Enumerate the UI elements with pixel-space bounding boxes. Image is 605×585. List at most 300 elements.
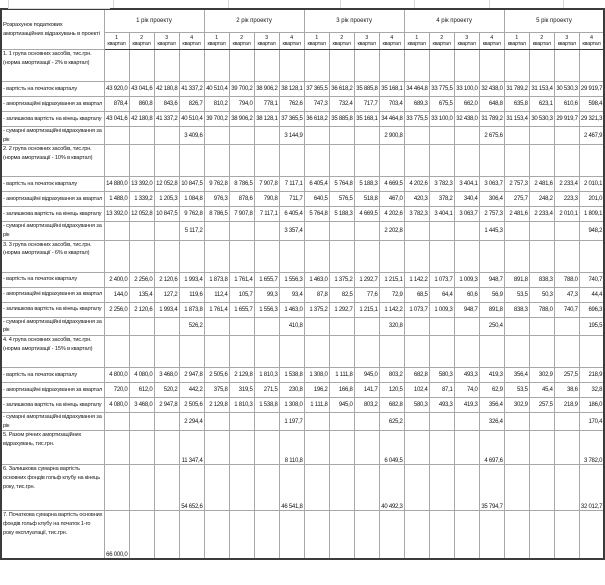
- table-cell[interactable]: 302,9: [504, 397, 529, 412]
- table-cell[interactable]: [254, 511, 279, 559]
- table-cell[interactable]: 45,4: [529, 382, 554, 397]
- quarter-header[interactable]: 3 квартал: [354, 33, 379, 50]
- table-cell[interactable]: 4 697,6: [479, 431, 504, 465]
- table-cell[interactable]: 612,0: [129, 382, 154, 397]
- empty-cell[interactable]: [304, 50, 329, 82]
- table-cell[interactable]: [304, 222, 329, 240]
- table-cell[interactable]: 4 080,0: [104, 397, 129, 412]
- table-cell[interactable]: 54 652,6: [179, 465, 204, 511]
- table-cell[interactable]: [579, 511, 604, 559]
- table-cell[interactable]: [429, 511, 454, 559]
- table-cell[interactable]: 945,0: [329, 397, 354, 412]
- quarter-header[interactable]: 3 квартал: [454, 33, 479, 50]
- empty-cell[interactable]: [254, 50, 279, 82]
- empty-cell[interactable]: [429, 335, 454, 367]
- empty-cell[interactable]: [454, 50, 479, 82]
- table-cell[interactable]: 47,3: [554, 287, 579, 302]
- empty-cell[interactable]: [404, 335, 429, 367]
- table-cell[interactable]: 60,6: [454, 287, 479, 302]
- empty-cell[interactable]: [554, 50, 579, 82]
- table-cell[interactable]: 31 153,4: [529, 82, 554, 97]
- table-cell[interactable]: [129, 511, 154, 559]
- row-label[interactable]: - сумарні амортизаційні відрахування за рік: [1, 222, 104, 240]
- table-cell[interactable]: [404, 465, 429, 511]
- table-cell[interactable]: [529, 317, 554, 335]
- table-cell[interactable]: 803,2: [354, 397, 379, 412]
- table-cell[interactable]: 43 041,6: [129, 82, 154, 97]
- table-cell[interactable]: 891,8: [504, 272, 529, 287]
- empty-cell[interactable]: [354, 240, 379, 272]
- table-cell[interactable]: 218,9: [579, 367, 604, 382]
- table-cell[interactable]: 1 761,4: [229, 272, 254, 287]
- table-cell[interactable]: 64,4: [429, 287, 454, 302]
- table-cell[interactable]: 689,3: [404, 97, 429, 112]
- table-cell[interactable]: [204, 465, 229, 511]
- table-cell[interactable]: 72,9: [379, 287, 404, 302]
- table-cell[interactable]: 2 400,0: [104, 272, 129, 287]
- table-cell[interactable]: 35 168,1: [354, 112, 379, 127]
- table-cell[interactable]: 1 761,4: [204, 302, 229, 317]
- year-header[interactable]: 4 рік проекту: [404, 9, 504, 33]
- table-cell[interactable]: [129, 431, 154, 465]
- table-cell[interactable]: [229, 127, 254, 145]
- table-cell[interactable]: 720,0: [104, 382, 129, 397]
- table-cell[interactable]: [329, 412, 354, 430]
- table-cell[interactable]: 803,2: [379, 367, 404, 382]
- table-cell[interactable]: 1 215,1: [354, 302, 379, 317]
- table-cell[interactable]: 319,5: [229, 382, 254, 397]
- table-cell[interactable]: [329, 127, 354, 145]
- table-cell[interactable]: [479, 511, 504, 559]
- table-cell[interactable]: 703,4: [379, 97, 404, 112]
- table-cell[interactable]: 14 880,0: [104, 177, 129, 192]
- table-cell[interactable]: 1 993,4: [179, 272, 204, 287]
- empty-cell[interactable]: [229, 50, 254, 82]
- table-cell[interactable]: 10 847,5: [179, 177, 204, 192]
- table-cell[interactable]: 46 541,8: [279, 465, 304, 511]
- table-cell[interactable]: 3 063,7: [454, 207, 479, 222]
- table-cell[interactable]: [129, 222, 154, 240]
- table-cell[interactable]: 8 786,5: [204, 207, 229, 222]
- table-cell[interactable]: [529, 222, 554, 240]
- table-cell[interactable]: 93,4: [279, 287, 304, 302]
- quarter-header[interactable]: 3 квартал: [254, 33, 279, 50]
- table-cell[interactable]: 467,0: [379, 192, 404, 207]
- table-cell[interactable]: 2 233,4: [554, 177, 579, 192]
- table-cell[interactable]: [504, 127, 529, 145]
- table-cell[interactable]: 747,3: [304, 97, 329, 112]
- table-cell[interactable]: 576,5: [329, 192, 354, 207]
- table-cell[interactable]: [354, 222, 379, 240]
- table-cell[interactable]: [504, 222, 529, 240]
- table-cell[interactable]: 41 337,2: [179, 82, 204, 97]
- empty-cell[interactable]: [104, 335, 129, 367]
- row-label[interactable]: - залишкова вартість на кінець кварталу: [1, 207, 104, 222]
- table-cell[interactable]: 42 180,8: [129, 112, 154, 127]
- table-cell[interactable]: 3 782,0: [579, 431, 604, 465]
- empty-cell[interactable]: [404, 240, 429, 272]
- table-cell[interactable]: 9 762,8: [204, 177, 229, 192]
- table-cell[interactable]: [429, 127, 454, 145]
- empty-cell[interactable]: [304, 240, 329, 272]
- table-cell[interactable]: 2 900,8: [379, 127, 404, 145]
- table-cell[interactable]: 526,2: [179, 317, 204, 335]
- empty-cell[interactable]: [379, 240, 404, 272]
- table-cell[interactable]: [404, 127, 429, 145]
- table-cell[interactable]: [254, 412, 279, 430]
- empty-cell[interactable]: [529, 335, 554, 367]
- table-cell[interactable]: 788,0: [529, 302, 554, 317]
- empty-cell[interactable]: [554, 145, 579, 177]
- table-cell[interactable]: 82,5: [329, 287, 354, 302]
- table-cell[interactable]: [454, 431, 479, 465]
- table-cell[interactable]: 1 556,3: [254, 302, 279, 317]
- table-cell[interactable]: [254, 222, 279, 240]
- table-cell[interactable]: [129, 412, 154, 430]
- table-cell[interactable]: [204, 412, 229, 430]
- table-cell[interactable]: 2 757,3: [504, 177, 529, 192]
- table-cell[interactable]: [179, 511, 204, 559]
- table-cell[interactable]: 223,3: [554, 192, 579, 207]
- table-cell[interactable]: 682,8: [379, 397, 404, 412]
- table-cell[interactable]: [529, 412, 554, 430]
- table-cell[interactable]: [504, 511, 529, 559]
- table-cell[interactable]: 1 538,8: [279, 367, 304, 382]
- table-cell[interactable]: 340,4: [454, 192, 479, 207]
- empty-cell[interactable]: [204, 145, 229, 177]
- table-cell[interactable]: [154, 222, 179, 240]
- table-cell[interactable]: [404, 222, 429, 240]
- table-cell[interactable]: 2 505,6: [179, 397, 204, 412]
- table-cell[interactable]: 740,7: [579, 272, 604, 287]
- table-cell[interactable]: 1 197,7: [279, 412, 304, 430]
- table-cell[interactable]: 794,0: [229, 97, 254, 112]
- quarter-header[interactable]: 4 квартал: [579, 33, 604, 50]
- table-cell[interactable]: 948,7: [454, 302, 479, 317]
- table-cell[interactable]: 3 468,0: [154, 367, 179, 382]
- table-cell[interactable]: 33 100,0: [429, 112, 454, 127]
- empty-cell[interactable]: [254, 145, 279, 177]
- empty-cell[interactable]: [404, 145, 429, 177]
- empty-cell[interactable]: [129, 335, 154, 367]
- table-cell[interactable]: 30 530,3: [554, 82, 579, 97]
- table-cell[interactable]: 1 073,7: [429, 272, 454, 287]
- table-cell[interactable]: 87,8: [304, 287, 329, 302]
- table-cell[interactable]: 623,1: [529, 97, 554, 112]
- empty-cell[interactable]: [129, 50, 154, 82]
- empty-cell[interactable]: [454, 240, 479, 272]
- table-cell[interactable]: 1 873,8: [204, 272, 229, 287]
- empty-cell[interactable]: [479, 50, 504, 82]
- group-label[interactable]: 1. 1 група основних засобів, тис.грн. (норма амортизації - 2% в квартал): [1, 50, 104, 82]
- table-cell[interactable]: 302,9: [529, 367, 554, 382]
- row-label[interactable]: - вартість на початок кварталу: [1, 82, 104, 97]
- empty-cell[interactable]: [304, 335, 329, 367]
- table-cell[interactable]: 87,1: [429, 382, 454, 397]
- table-cell[interactable]: 34 464,8: [379, 112, 404, 127]
- row-label[interactable]: - вартість на початок кварталу: [1, 367, 104, 382]
- empty-cell[interactable]: [329, 335, 354, 367]
- row-label[interactable]: - амортизаційні відрахування за квартал: [1, 192, 104, 207]
- table-cell[interactable]: 625,2: [379, 412, 404, 430]
- table-cell[interactable]: 119,6: [179, 287, 204, 302]
- table-cell[interactable]: [304, 431, 329, 465]
- row-label[interactable]: - залишкова вартість на кінець кварталу: [1, 112, 104, 127]
- table-cell[interactable]: 11 347,4: [179, 431, 204, 465]
- table-cell[interactable]: 790,8: [254, 192, 279, 207]
- table-cell[interactable]: [504, 412, 529, 430]
- table-cell[interactable]: [304, 317, 329, 335]
- table-cell[interactable]: [229, 431, 254, 465]
- table-cell[interactable]: [454, 511, 479, 559]
- table-cell[interactable]: 1 810,3: [254, 367, 279, 382]
- table-cell[interactable]: 976,3: [204, 192, 229, 207]
- table-cell[interactable]: [104, 222, 129, 240]
- table-cell[interactable]: [554, 222, 579, 240]
- table-cell[interactable]: 135,4: [129, 287, 154, 302]
- table-cell[interactable]: 196,2: [304, 382, 329, 397]
- table-cell[interactable]: 2 467,9: [579, 127, 604, 145]
- table-cell[interactable]: 13 392,0: [129, 177, 154, 192]
- summary-label[interactable]: 7. Початкова сумарна вартість основних фондів гольф клубу на початок 1-го року експлуатації, тис.грн.: [1, 511, 104, 559]
- table-cell[interactable]: 878,6: [229, 192, 254, 207]
- table-cell[interactable]: 66 000,0: [104, 511, 129, 559]
- table-cell[interactable]: 40 492,3: [379, 465, 404, 511]
- table-cell[interactable]: 29 321,3: [579, 112, 604, 127]
- table-cell[interactable]: 3 468,0: [129, 397, 154, 412]
- table-cell[interactable]: 186,0: [579, 397, 604, 412]
- table-cell[interactable]: 105,7: [229, 287, 254, 302]
- table-cell[interactable]: 5 188,3: [329, 207, 354, 222]
- table-cell[interactable]: 6 049,5: [379, 431, 404, 465]
- table-cell[interactable]: 33 100,0: [454, 82, 479, 97]
- table-cell[interactable]: 2 947,8: [154, 397, 179, 412]
- table-cell[interactable]: 34 464,8: [404, 82, 429, 97]
- table-cell[interactable]: 520,2: [154, 382, 179, 397]
- table-cell[interactable]: 29 919,7: [579, 82, 604, 97]
- empty-cell[interactable]: [504, 240, 529, 272]
- row-label[interactable]: - вартість на початок кварталу: [1, 177, 104, 192]
- table-cell[interactable]: 1 463,0: [279, 302, 304, 317]
- empty-cell[interactable]: [304, 145, 329, 177]
- table-cell[interactable]: 945,0: [354, 367, 379, 382]
- table-cell[interactable]: 2 129,8: [204, 397, 229, 412]
- row-label[interactable]: - залишкова вартість на кінець кварталу: [1, 397, 104, 412]
- table-cell[interactable]: 37 365,5: [279, 112, 304, 127]
- table-cell[interactable]: 838,3: [504, 302, 529, 317]
- table-cell[interactable]: 53,5: [504, 382, 529, 397]
- empty-cell[interactable]: [479, 335, 504, 367]
- table-cell[interactable]: [254, 127, 279, 145]
- table-cell[interactable]: [429, 412, 454, 430]
- table-cell[interactable]: [104, 412, 129, 430]
- table-cell[interactable]: 120,5: [379, 382, 404, 397]
- table-cell[interactable]: 7 117,1: [279, 177, 304, 192]
- table-cell[interactable]: 35 885,8: [329, 112, 354, 127]
- table-cell[interactable]: 3 782,3: [404, 207, 429, 222]
- table-cell[interactable]: 420,3: [404, 192, 429, 207]
- empty-cell[interactable]: [179, 240, 204, 272]
- table-cell[interactable]: 5 764,8: [329, 177, 354, 192]
- table-cell[interactable]: 31 153,4: [504, 112, 529, 127]
- empty-cell[interactable]: [104, 145, 129, 177]
- empty-cell[interactable]: [279, 335, 304, 367]
- table-cell[interactable]: [429, 465, 454, 511]
- empty-cell[interactable]: [454, 145, 479, 177]
- table-cell[interactable]: 740,7: [554, 302, 579, 317]
- table-cell[interactable]: 8 110,8: [279, 431, 304, 465]
- empty-cell[interactable]: [354, 335, 379, 367]
- table-cell[interactable]: [154, 431, 179, 465]
- table-cell[interactable]: 2 010,1: [579, 177, 604, 192]
- table-cell[interactable]: [429, 317, 454, 335]
- table-cell[interactable]: 39 700,2: [229, 82, 254, 97]
- empty-cell[interactable]: [154, 240, 179, 272]
- table-cell[interactable]: 7 907,8: [254, 177, 279, 192]
- quarter-header[interactable]: 1 квартал: [504, 33, 529, 50]
- table-cell[interactable]: 2 947,8: [179, 367, 204, 382]
- table-cell[interactable]: 948,7: [479, 272, 504, 287]
- table-cell[interactable]: 2 757,3: [479, 207, 504, 222]
- table-cell[interactable]: [329, 222, 354, 240]
- table-cell[interactable]: [204, 317, 229, 335]
- table-cell[interactable]: 3 063,7: [479, 177, 504, 192]
- table-cell[interactable]: [404, 431, 429, 465]
- empty-cell[interactable]: [154, 50, 179, 82]
- table-cell[interactable]: 38,6: [554, 382, 579, 397]
- table-cell[interactable]: [529, 511, 554, 559]
- table-cell[interactable]: 44,4: [579, 287, 604, 302]
- table-cell[interactable]: [204, 127, 229, 145]
- table-cell[interactable]: 419,3: [479, 367, 504, 382]
- table-cell[interactable]: 1 205,3: [154, 192, 179, 207]
- table-cell[interactable]: 37 365,5: [304, 82, 329, 97]
- table-cell[interactable]: 762,6: [279, 97, 304, 112]
- table-cell[interactable]: 2 120,6: [154, 272, 179, 287]
- empty-cell[interactable]: [429, 240, 454, 272]
- table-cell[interactable]: [154, 511, 179, 559]
- year-header[interactable]: 2 рік проекту: [204, 9, 304, 33]
- table-cell[interactable]: 33 775,5: [429, 82, 454, 97]
- table-cell[interactable]: 127,2: [154, 287, 179, 302]
- table-cell[interactable]: 2 202,8: [379, 222, 404, 240]
- table-cell[interactable]: [454, 222, 479, 240]
- table-cell[interactable]: [104, 127, 129, 145]
- table-cell[interactable]: 5 764,8: [304, 207, 329, 222]
- table-cell[interactable]: 102,4: [404, 382, 429, 397]
- row-label[interactable]: - вартість на початок кварталу: [1, 272, 104, 287]
- table-cell[interactable]: [154, 317, 179, 335]
- table-cell[interactable]: 9 762,8: [179, 207, 204, 222]
- table-cell[interactable]: 518,8: [354, 192, 379, 207]
- empty-cell[interactable]: [379, 335, 404, 367]
- table-cell[interactable]: 144,0: [104, 287, 129, 302]
- table-cell[interactable]: 7 117,1: [254, 207, 279, 222]
- empty-cell[interactable]: [579, 50, 604, 82]
- table-cell[interactable]: 32 438,0: [479, 82, 504, 97]
- quarter-header[interactable]: 1 квартал: [204, 33, 229, 50]
- table-cell[interactable]: 2 233,4: [529, 207, 554, 222]
- table-cell[interactable]: 36 618,2: [304, 112, 329, 127]
- table-cell[interactable]: 2 010,1: [554, 207, 579, 222]
- table-cell[interactable]: [304, 412, 329, 430]
- empty-cell[interactable]: [279, 145, 304, 177]
- table-cell[interactable]: 1 009,3: [429, 302, 454, 317]
- table-cell[interactable]: 1 084,8: [179, 192, 204, 207]
- row-label[interactable]: - сумарні амортизаційні відрахування за рік: [1, 317, 104, 335]
- table-cell[interactable]: [529, 465, 554, 511]
- table-cell[interactable]: 3 144,9: [279, 127, 304, 145]
- table-cell[interactable]: 778,1: [254, 97, 279, 112]
- table-cell[interactable]: 2 481,6: [504, 207, 529, 222]
- table-cell[interactable]: [454, 127, 479, 145]
- table-cell[interactable]: [229, 412, 254, 430]
- table-cell[interactable]: [504, 431, 529, 465]
- table-cell[interactable]: 1 993,4: [154, 302, 179, 317]
- table-cell[interactable]: 3 782,3: [429, 177, 454, 192]
- table-cell[interactable]: 1 111,8: [304, 397, 329, 412]
- table-cell[interactable]: [404, 412, 429, 430]
- table-cell[interactable]: 68,5: [404, 287, 429, 302]
- table-cell[interactable]: 62,9: [479, 382, 504, 397]
- empty-cell[interactable]: [429, 145, 454, 177]
- table-cell[interactable]: [229, 317, 254, 335]
- table-cell[interactable]: 356,4: [504, 367, 529, 382]
- empty-cell[interactable]: [579, 335, 604, 367]
- empty-cell[interactable]: [329, 240, 354, 272]
- table-cell[interactable]: 843,6: [154, 97, 179, 112]
- table-cell[interactable]: 1 339,2: [129, 192, 154, 207]
- table-cell[interactable]: 99,3: [254, 287, 279, 302]
- year-header[interactable]: 3 рік проекту: [304, 9, 404, 33]
- group-label[interactable]: 2. 2 група основних засобів, тис.грн. (норма амортизації - 10% в квартал): [1, 145, 104, 177]
- table-cell[interactable]: 53,5: [504, 287, 529, 302]
- table-cell[interactable]: 40 510,4: [204, 82, 229, 97]
- quarter-header[interactable]: 2 квартал: [329, 33, 354, 50]
- table-cell[interactable]: 42 180,8: [154, 82, 179, 97]
- table-cell[interactable]: [354, 511, 379, 559]
- quarter-header[interactable]: 4 квартал: [379, 33, 404, 50]
- table-cell[interactable]: 6 405,4: [304, 177, 329, 192]
- table-cell[interactable]: 826,7: [179, 97, 204, 112]
- summary-label[interactable]: 6. Залишкова сумарна вартість основних фондів гольф клубу на кінець року, тис.грн.: [1, 465, 104, 511]
- table-cell[interactable]: [129, 127, 154, 145]
- quarter-header[interactable]: 1 квартал: [404, 33, 429, 50]
- table-cell[interactable]: 1 463,0: [304, 272, 329, 287]
- table-cell[interactable]: [404, 511, 429, 559]
- quarter-header[interactable]: 2 квартал: [529, 33, 554, 50]
- empty-cell[interactable]: [529, 145, 554, 177]
- table-cell[interactable]: 635,8: [504, 97, 529, 112]
- table-cell[interactable]: 948,2: [579, 222, 604, 240]
- table-cell[interactable]: 141,7: [354, 382, 379, 397]
- table-cell[interactable]: 788,0: [554, 272, 579, 287]
- table-cell[interactable]: [304, 465, 329, 511]
- table-cell[interactable]: [279, 511, 304, 559]
- empty-cell[interactable]: [279, 240, 304, 272]
- table-cell[interactable]: [254, 431, 279, 465]
- table-cell[interactable]: 43 920,0: [104, 82, 129, 97]
- table-cell[interactable]: 2 129,8: [229, 367, 254, 382]
- table-cell[interactable]: 2 256,0: [129, 272, 154, 287]
- table-cell[interactable]: [429, 431, 454, 465]
- table-cell[interactable]: [554, 511, 579, 559]
- table-cell[interactable]: 1 810,3: [229, 397, 254, 412]
- empty-cell[interactable]: [179, 335, 204, 367]
- table-cell[interactable]: 32 438,0: [454, 112, 479, 127]
- table-cell[interactable]: [554, 431, 579, 465]
- table-cell[interactable]: 711,7: [279, 192, 304, 207]
